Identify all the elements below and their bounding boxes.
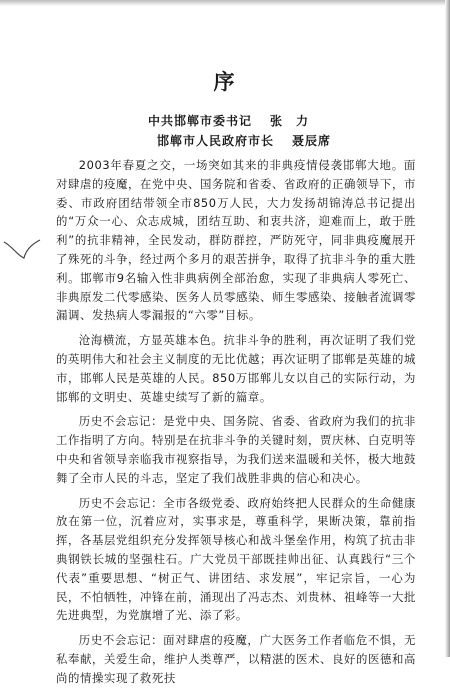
author-line-1 [148, 112, 309, 129]
handwritten-margin-mark [2, 236, 42, 260]
paragraph: 历史不会忘记：全市各级党委、政府始终把人民群众的生命健康放在第一位，沉着应对，实事求是，尊重科学，果断决策，靠前指挥，各基层党组织充分发挥领导核心和战斗堡垒作用，构筑了抗击非典钢铁长城的坚强柱石。广大党员干部既挂帅出征、认真践行“三个代表”重要思想、“树正气、讲团结、求发展”，牢记宗旨，一心为民，不怕牺牲，冲锋在前，涌现出了冯志杰、刘贵林、祖峰等一大批先进典型，为党旗增了光、添了彩。 [56, 495, 416, 623]
author-line-2 [157, 132, 331, 149]
paragraph: 历史不会忘记：面对肆虐的疫魔，广大医务工作者临危不惧，无私奉献，关爱生命，维护人类尊严，以精湛的医术、良好的医德和高尚的情操实现了救死扶 [56, 633, 416, 685]
scan-edge-right [445, 0, 450, 657]
body-text [56, 156, 416, 694]
paragraph: 2003年春夏之交，一场突如其来的非典疫情侵袭邯郸大地。面对肆虐的疫魔，在党中央、国务院和省委、省政府的正确领导下，市委、市政府团结带领全市850万人民，大力发扬胡锦涛总书记提出的“万众一心、众志成城，团结互助、和衷共济，迎难而上，敢于胜利”的抗非精神，全民发动，群防群控，严防死守，同非典疫魔展开了殊死的斗争，经过两个多月的艰苦拼争，取得了抗非斗争的重大胜利。邯郸市9名输入性非典病例全部治愈，实现了非典病人零死亡、非典原发二代零感染、医务人员零感染、师生零感染、接触者流调零漏调、发热病人零漏报的“六零”目标。 [56, 158, 416, 323]
author-name: 聂辰席 [292, 134, 332, 148]
page-title: 序 [213, 69, 237, 94]
paragraph: 历史不会忘记：是党中央、国务院、省委、省政府为我们的抗非工作指明了方向。特别是在抗非斗争的关键时刻，贾庆林、白克明等中央和省领导亲临我市视察指导，为我们送来温暖和关怀，极大地鼓舞了全市人民的斗志，坚定了我们战胜非典的信心和决心。 [56, 414, 416, 485]
author-role: 中共邯郸市委书记 [148, 114, 253, 128]
scan-edge-top [0, 0, 450, 6]
author-name: 张 力 [270, 114, 310, 128]
paragraph: 沧海横流，方显英雄本色。抗非斗争的胜利，再次证明了我们党的英明伟大和社会主义制度的无比优越；再次证明了邯郸是英雄的城市，邯郸人民是英雄的人民。850万邯郸儿女以自己的实际行动，为邯郸的文明史、英雄史续写了新的篇章。 [56, 333, 416, 404]
author-role: 邯郸市人民政府市长 [157, 134, 275, 148]
